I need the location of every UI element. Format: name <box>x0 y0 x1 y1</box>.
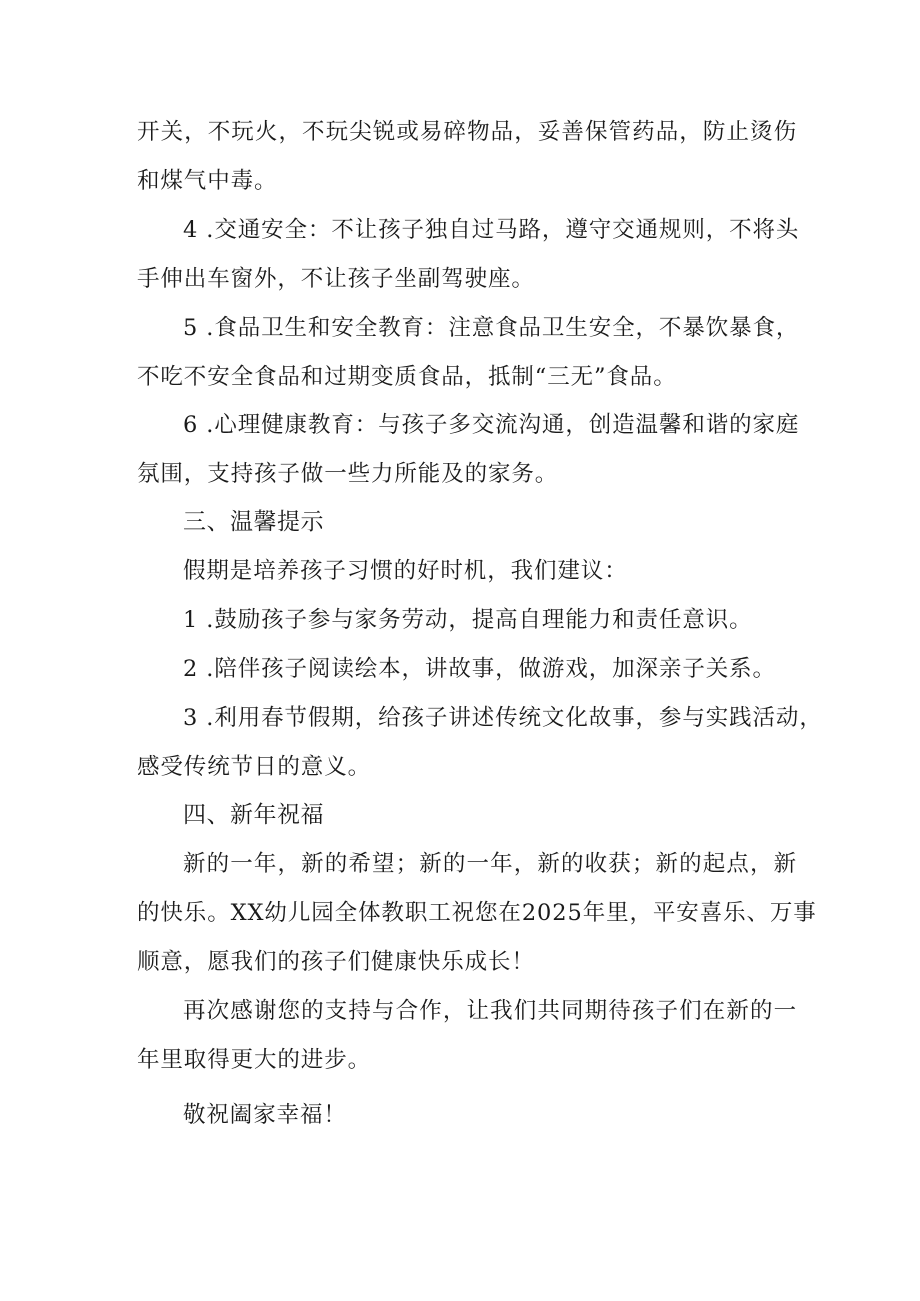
section-heading-tips: 三、温馨提示 <box>183 509 324 535</box>
item-5-food-safety-line-2: 不吃不安全食品和过期变质食品，抵制“三无”食品。 <box>137 364 677 390</box>
item-5-food-safety-line-1: 5 .食品卫生和安全教育：注意食品卫生安全，不暴饮暴食， <box>183 315 800 341</box>
tip-item-2: 2 .陪伴孩子阅读绘本，讲故事，做游戏，加深亲子关系。 <box>183 656 776 682</box>
tip-item-1: 1 .鼓励孩子参与家务劳动，提高自理能力和责任意识。 <box>183 607 753 633</box>
item-4-traffic-safety-line-2: 手伸出车窗外，不让孩子坐副驾驶座。 <box>137 266 535 292</box>
wishes-paragraph-line-1: 新的一年，新的希望；新的一年，新的收获；新的起点，新 <box>183 851 797 877</box>
paragraph-safety-continued-line-1: 开关，不玩火，不玩尖锐或易碎物品，妥善保管药品，防止烫伤 <box>137 119 797 145</box>
thanks-paragraph-line-2: 年里取得更大的进步。 <box>137 1047 372 1073</box>
section-heading-wishes: 四、新年祝福 <box>183 802 324 828</box>
tip-item-3-line-2: 感受传统节日的意义。 <box>137 754 372 780</box>
thanks-paragraph-line-1: 再次感谢您的支持与合作，让我们共同期待孩子们在新的一 <box>183 998 797 1024</box>
tip-item-3-line-1: 3 .利用春节假期，给孩子讲述传统文化故事，参与实践活动， <box>183 705 823 731</box>
wishes-paragraph-line-2: 的快乐。XX幼儿园全体教职工祝您在2025年里，平安喜乐、万事 <box>137 900 817 926</box>
tips-intro: 假期是培养孩子习惯的好时机，我们建议： <box>183 558 628 584</box>
item-4-traffic-safety-line-1: 4 .交通安全：不让孩子独自过马路，遵守交通规则，不将头 <box>183 217 800 243</box>
item-6-mental-health-line-2: 氛围，支持孩子做一些力所能及的家务。 <box>137 461 559 487</box>
paragraph-safety-continued-line-2: 和煤气中毒。 <box>137 168 278 194</box>
item-6-mental-health-line-1: 6 .心理健康教育：与孩子多交流沟通，创造温馨和谐的家庭 <box>183 412 800 438</box>
closing-greeting: 敬祝阖家幸福！ <box>183 1102 347 1128</box>
wishes-paragraph-line-3: 顺意，愿我们的孩子们健康快乐成长！ <box>137 949 535 975</box>
